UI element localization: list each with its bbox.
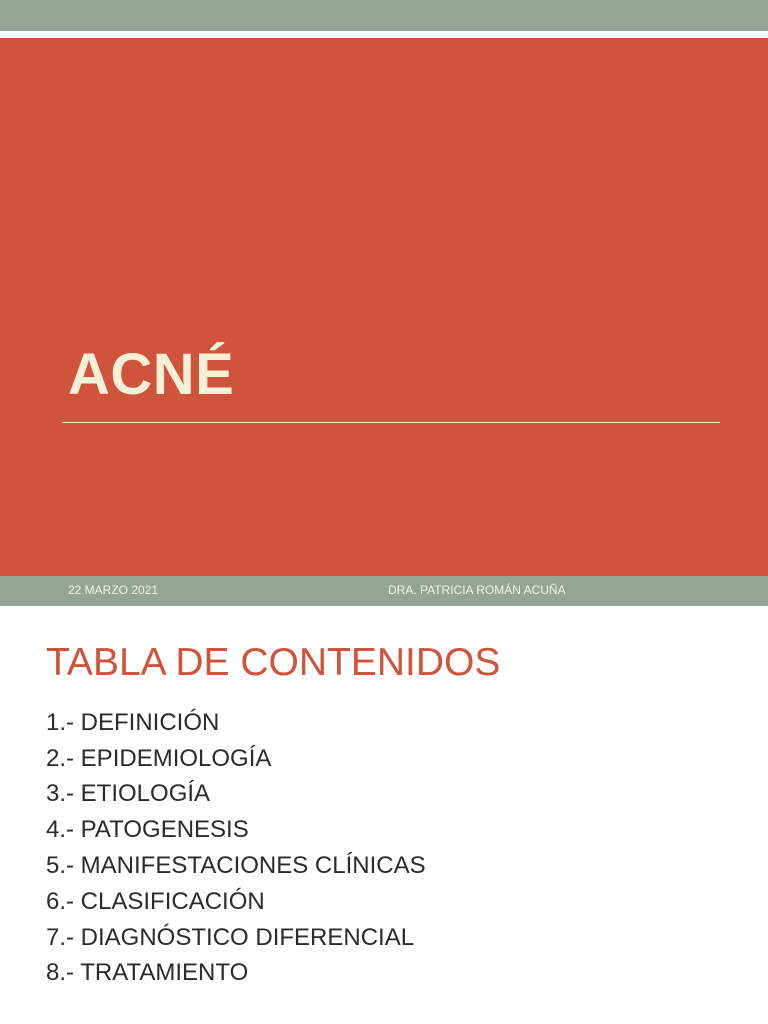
footer-author: DRA. PATRICIA ROMÁN ACUÑA	[388, 583, 566, 597]
top-band	[0, 0, 768, 31]
toc-item: 2.- EPIDEMIOLOGÍA	[46, 744, 272, 772]
toc-item: 3.- ETIOLOGÍA	[46, 780, 211, 808]
table-of-contents	[46, 642, 746, 991]
toc-list	[46, 705, 746, 991]
footer-date: 22 MARZO 2021	[68, 583, 159, 597]
toc-item: 7.- DIAGNÓSTICO DIFERENCIAL	[46, 923, 415, 951]
toc-item: 8.- TRATAMIENTO	[46, 959, 249, 987]
toc-item: 4.- PATOGENESIS	[46, 816, 249, 844]
toc-heading: TABLA DE CONTENIDOS	[46, 641, 501, 684]
title-slide	[0, 38, 768, 576]
toc-item: 6.- CLASIFICACIÓN	[46, 887, 265, 915]
slide-title: ACNÉ	[68, 342, 235, 407]
toc-item: 1.- DEFINICIÓN	[46, 708, 220, 736]
toc-item: 5.- MANIFESTACIONES CLÍNICAS	[46, 852, 426, 880]
title-divider	[62, 422, 720, 423]
slide-footer	[0, 576, 768, 606]
